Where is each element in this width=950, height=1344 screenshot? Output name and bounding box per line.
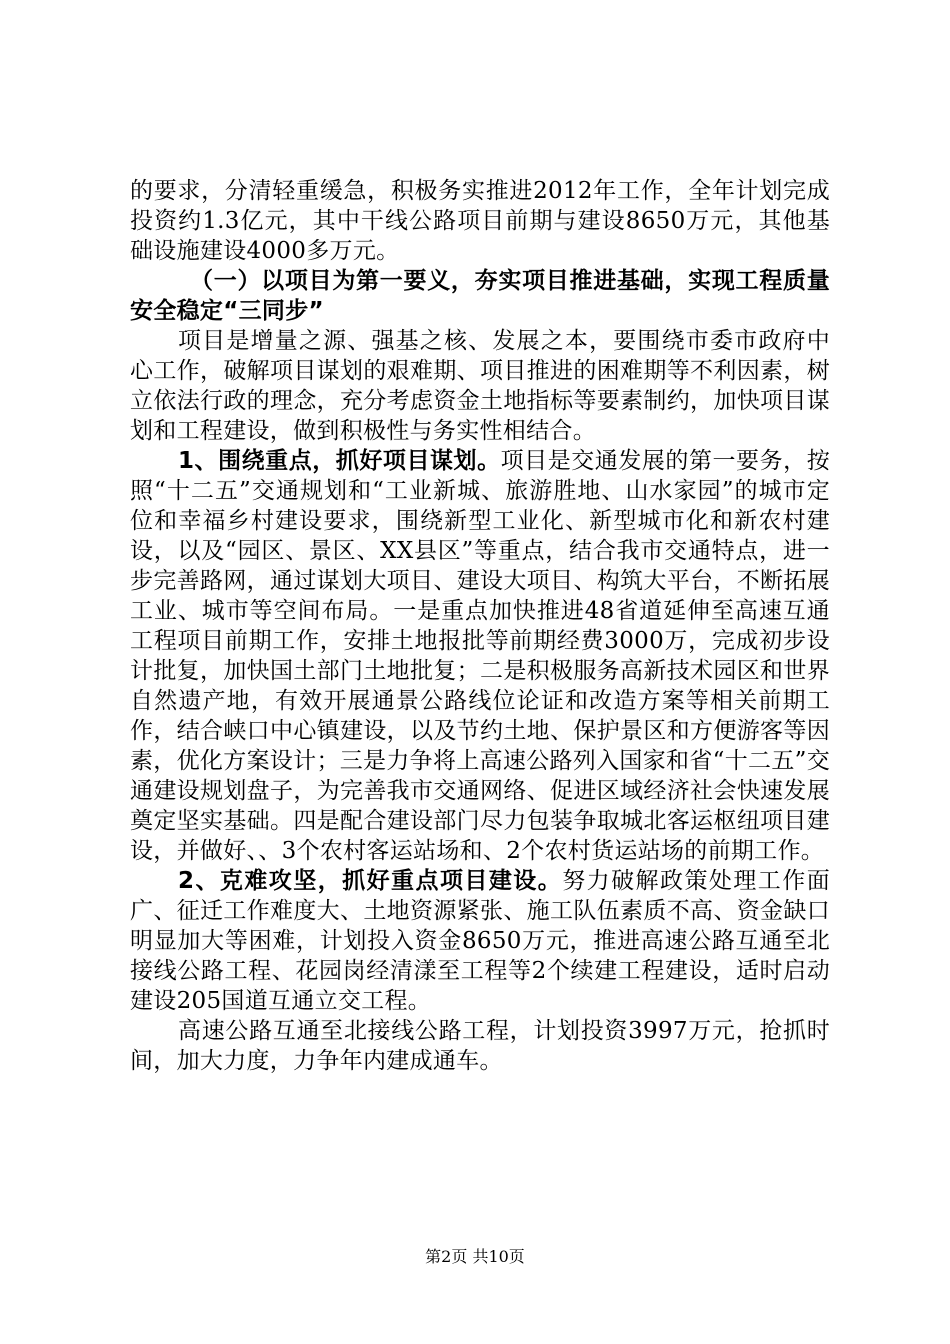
paragraph-item-1: [130, 446, 830, 866]
paragraph-closing: 高速公路互通至北接线公路工程，计划投资3997万元，抢抓时间，加大力度，力争年内建成通车。: [130, 1018, 830, 1074]
paragraph-intro: 项目是增量之源、强基之核、发展之本，要围绕市委市政府中心工作，破解项目谋划的艰难期、项目推进的困难期等不利因素，树立依法行政的理念，充分考虑资金土地指标等要素制约，加快项目谋划和工程建设，做到积极性与务实性相结合。: [130, 328, 830, 444]
page-footer: 第2页 共10页: [425, 1247, 525, 1266]
paragraph-item-2-lead: 2、克难攻坚，抓好重点项目建设。: [178, 868, 563, 894]
paragraph-item-1-lead: 1、围绕重点，抓好项目谋划。: [178, 448, 501, 474]
paragraph-item-2-body: 努力破解政策处理工作面广、征迁工作难度大、土地资源紧张、施工队伍素质不高、资金缺口明显加大等困难，计划投入资金8650万元，推进高速公路互通至北接线公路工程、花园岗经清漾至工程等2个续建工程建设，适时启动建设205国道互通立交工程。: [130, 868, 830, 1014]
paragraph-item-2: [130, 866, 830, 1016]
section-heading: （一）以项目为第一要义，夯实项目推进基础，实现工程质量安全稳定“三同步”: [130, 268, 830, 324]
paragraph-continuation: 的要求，分清轻重缓急，积极务实推进2012年工作，全年计划完成投资约1.3亿元，其中干线公路项目前期与建设8650万元，其他基础设施建设4000多万元。: [130, 178, 830, 264]
paragraph-item-1-body: 项目是交通发展的第一要务，按照“十二五”交通规划和“工业新城、旅游胜地、山水家园”的城市定位和幸福乡村建设要求，围绕新型工业化、新型城市化和新农村建设，以及“园区、景区、XX县区”等重点，结合我市交通特点，进一步完善路网，通过谋划大项目、建设大项目、构筑大平台，不断拓展工业、城市等空间布局。一是重点加快推进48省道延伸至高速互通工程项目前期工作，安排土地报批等前期经费3000万，完成初步设计批复，加快国土部门土地批复；二是积极服务高新技术园区和世界自然遗产地，有效开展通景公路线位论证和改造方案等相关前期工作，结合峡口中心镇建设，以及节约土地、保护景区和方便游客等因素，优化方案设计；三是力争将上高速公路列入国家和省“十二五”交通建设规划盘子，为完善我市交通网络、促进区域经济社会快速发展奠定坚实基础。四是配合建设部门尽力包装争取城北客运枢纽项目建设，并做好、、3个农村客运站场和、2个农村货运站场的前期工作。: [130, 448, 830, 864]
document-body: [130, 176, 830, 1076]
